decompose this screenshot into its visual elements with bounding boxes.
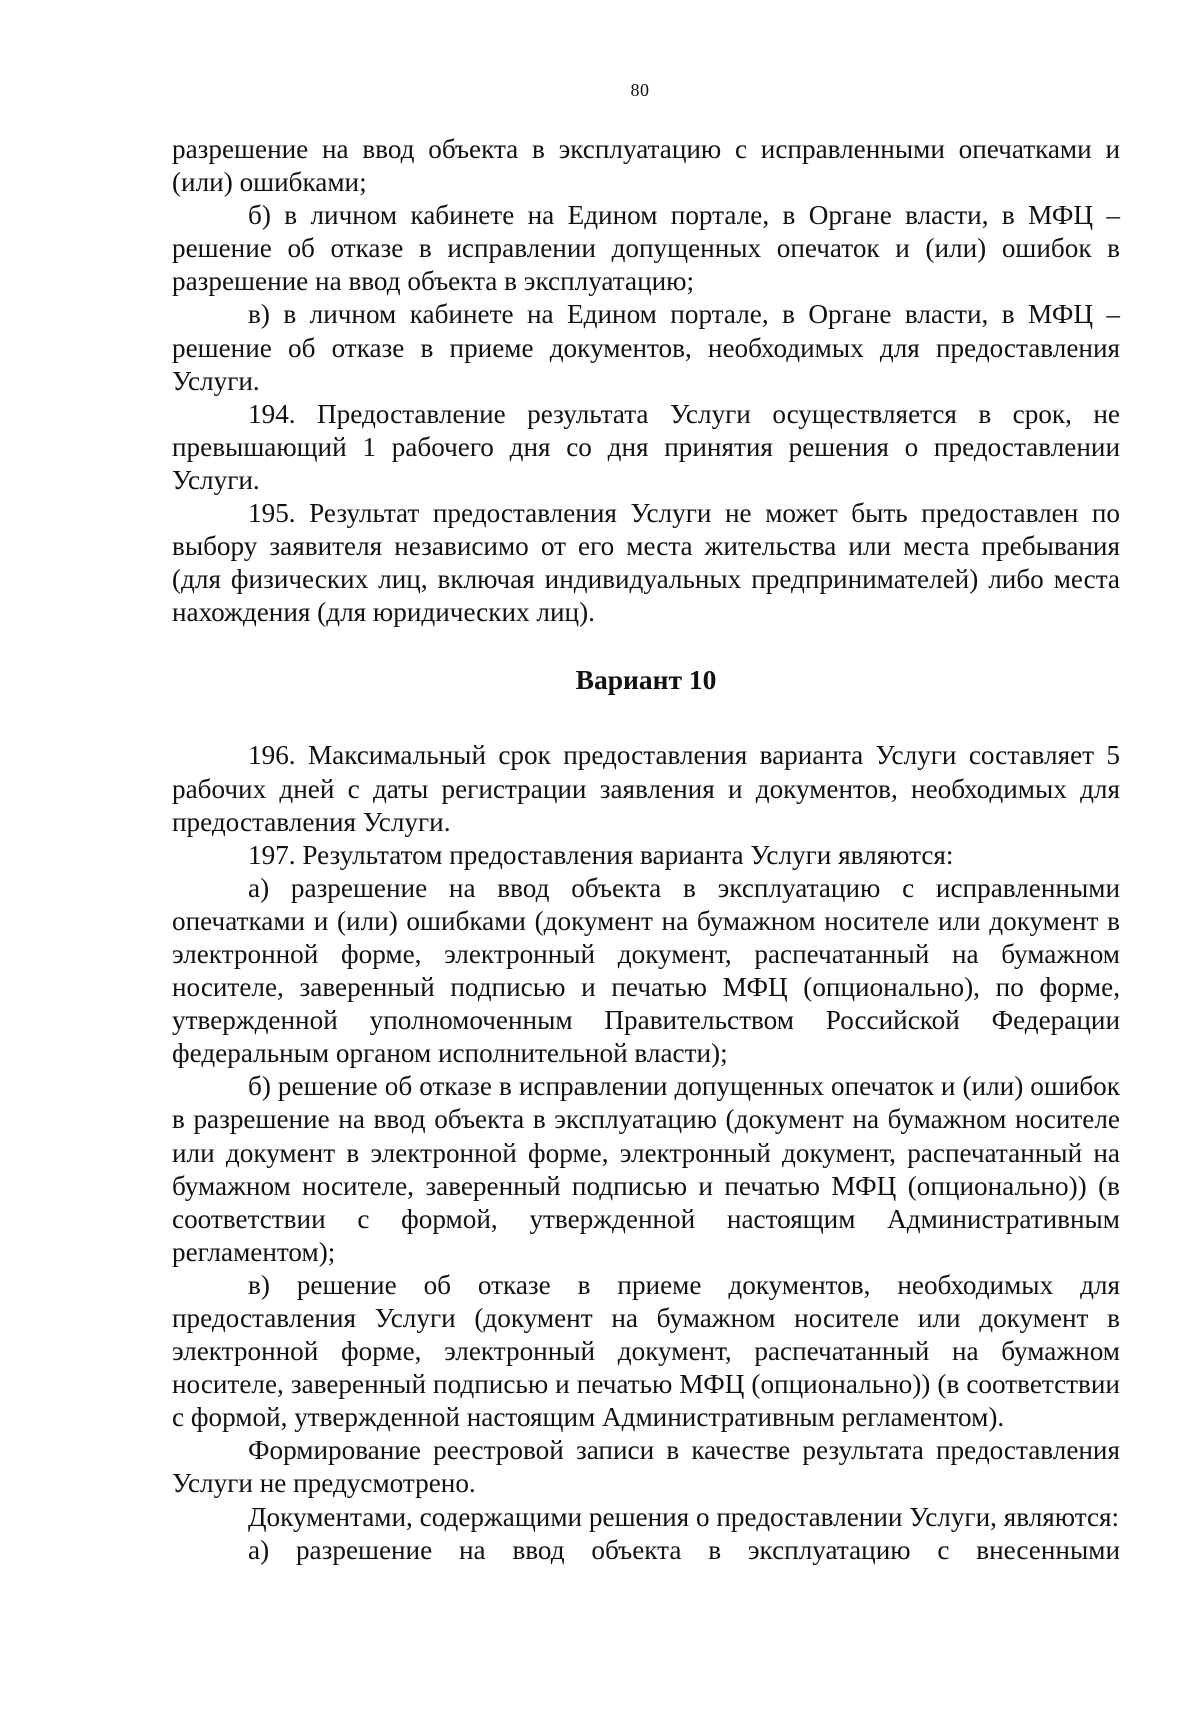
page-number: 80 bbox=[630, 80, 650, 100]
paragraph-registry: Формирование реестровой записи в качестве результата предоставления Услуги не предусмотрено. bbox=[172, 1435, 1120, 1499]
paragraph-197-item-b: б) решение об отказе в исправлении допущенных опечаток и (или) ошибок в разрешение на ввод объекта в эксплуатацию (документ на бумажном носителе или документ в электронной форме, электронный документ, распечатанный на бумажном носителе, заверенный подписью и печатью МФЦ (опционально)) (в соответствии с формой, утвержденной настоящим Административным регламентом); bbox=[172, 1071, 1120, 1267]
paragraph-documents: Документами, содержащими решения о предоставлении Услуги, являются: bbox=[248, 1501, 1120, 1532]
paragraph-197: 197. Результатом предоставления варианта Услуги являются: bbox=[248, 839, 954, 870]
paragraph-197-item-v: в) решение об отказе в приеме документов, необходимых для предоставления Услуги (документ на бумажном носителе или документ в электронной форме, электронный документ, распечатанный на бумажном носителе, заверенный подписью и печатью МФЦ (опционально)) (в соответствии с формой, утвержденной настоящим Административным регламентом). bbox=[172, 1269, 1120, 1433]
paragraph-197-item-a: а) разрешение на ввод объекта в эксплуатацию с исправленными опечатками и (или) ошибками (документ на бумажном носителе или документ в электронной форме, электронный документ, распечатанный на бумажном носителе, заверенный подписью и печатью МФЦ (опционально), по форме, утвержденной уполномоченным Правительством Российской Федерации федеральным органом исполнительной власти); bbox=[172, 872, 1120, 1069]
paragraph-194: 194. Предоставление результата Услуги осуществляется в срок, не превышающий 1 рабочего дня со дня принятия решения о предоставлении Услуги. bbox=[172, 398, 1120, 495]
paragraph-196: 196. Максимальный срок предоставления варианта Услуги составляет 5 рабочих дней с даты регистрации заявления и документов, необходимых для предоставления Услуги. bbox=[172, 740, 1120, 837]
section-heading: Вариант 10 bbox=[575, 664, 717, 696]
paragraph-documents-item-a: а) разрешение на ввод объекта в эксплуатацию с внесенными bbox=[248, 1534, 1120, 1565]
paragraph-item-v: в) в личном кабинете на Едином портале, в Органе власти, в МФЦ – решение об отказе в приеме документов, необходимых для предоставления Услуги. bbox=[172, 299, 1120, 396]
paragraph-continuation: разрешение на ввод объекта в эксплуатацию с исправленными опечатками и (или) ошибками; bbox=[172, 134, 1120, 198]
paragraph-item-b: б) в личном кабинете на Едином портале, в Органе власти, в МФЦ – решение об отказе в исправлении допущенных опечаток и (или) ошибок в разрешение на ввод объекта в эксплуатацию; bbox=[172, 200, 1120, 297]
paragraph-195: 195. Результат предоставления Услуги не может быть предоставлен по выбору заявителя независимо от его места жительства или места пребывания (для физических лиц, включая индивидуальных предпринимателей) либо места нахождения (для юридических лиц). bbox=[172, 498, 1120, 628]
document-body bbox=[172, 133, 1120, 1567]
